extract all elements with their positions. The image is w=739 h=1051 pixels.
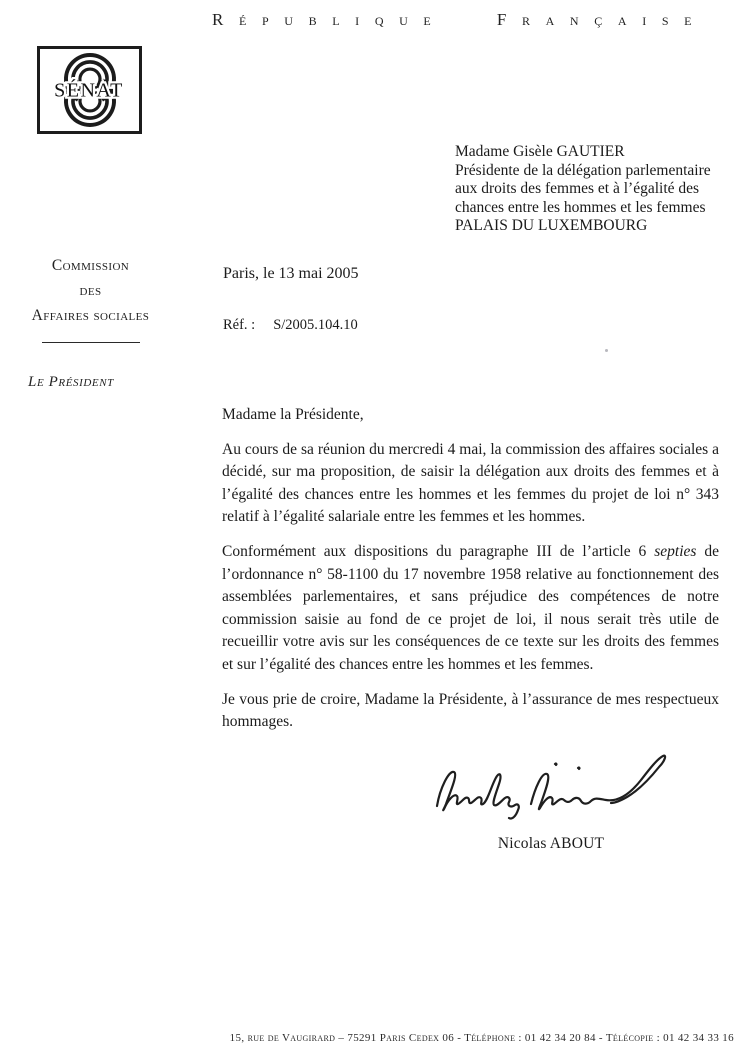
commission-name-line: Affaires sociales (31, 307, 150, 324)
republic-title: République Française (212, 10, 708, 29)
scan-speck (605, 349, 608, 352)
signatory-name: Nicolas ABOUT (497, 835, 605, 852)
signature-image (427, 748, 675, 826)
footer-address: 15, rue de Vaugirard – 75291 Paris Cedex 06 - Téléphone : 01 42 34 20 84 - Télécopie : 01 42 34 33 16 (229, 1032, 734, 1044)
commission-name-line: Commission (51, 257, 130, 274)
recipient-block (455, 143, 739, 236)
paragraph-2-text: Conformément aux dispositions du paragraphe III de l’article 6 (222, 542, 655, 560)
senat-logo (36, 45, 143, 140)
logo-text: SÉNAT (54, 79, 124, 102)
salutation: Madame la Présidente, (222, 406, 364, 423)
reference-label: Réf. : (223, 317, 256, 333)
reference-line (223, 317, 358, 334)
reference-value: S/2005.104.10 (273, 317, 358, 333)
recipient-line: Madame Gisèle GAUTIER (455, 143, 625, 160)
body-paragraph-1: Au cours de sa réunion du mercredi 4 mai, la commission des affaires sociales a décidé, sur ma proposition, de saisir la délégation aux droits des femmes et à l’égalité des chances entre les hommes et les femmes du projet de loi n° 343 relatif à l’égalité salariale entre les femmes et les hommes. (222, 440, 719, 526)
body-paragraph-2 (222, 541, 719, 677)
dateline: Paris, le 13 mai 2005 (223, 265, 359, 282)
paragraph-2-text: de l’ordonnance n° 58-1100 du 17 novembre 1958 relative au fonctionnement des assemblées parlementaires, et sans préjudice des compétences de notre commission saisie au fond de ce projet de loi, il nous serait très utile de recueillir votre avis sur les conséquences de ce texte sur les droits des femmes et sur l’égalité des chances entre les hommes et les femmes. (222, 542, 720, 673)
body-paragraph-3: Je vous prie de croire, Madame la Présidente, à l’assurance de mes respectueux hommages. (222, 690, 719, 731)
recipient-line: Présidente de la délégation parlementaire (455, 161, 711, 179)
commission-name-line: des (79, 282, 102, 299)
paragraph-2-italic-term: septies (654, 542, 697, 560)
letter-body (222, 404, 719, 734)
recipient-line: aux droits des femmes et à l’égalité des (455, 180, 700, 198)
signature-block (420, 748, 682, 853)
president-title: Le Président (28, 374, 114, 390)
commission-divider (42, 342, 140, 343)
recipient-line: PALAIS DU LUXEMBOURG (455, 217, 648, 235)
senat-logo-graphic (36, 45, 143, 135)
recipient-line: chances entre les hommes et les femmes (455, 198, 706, 216)
commission-block (18, 253, 163, 343)
